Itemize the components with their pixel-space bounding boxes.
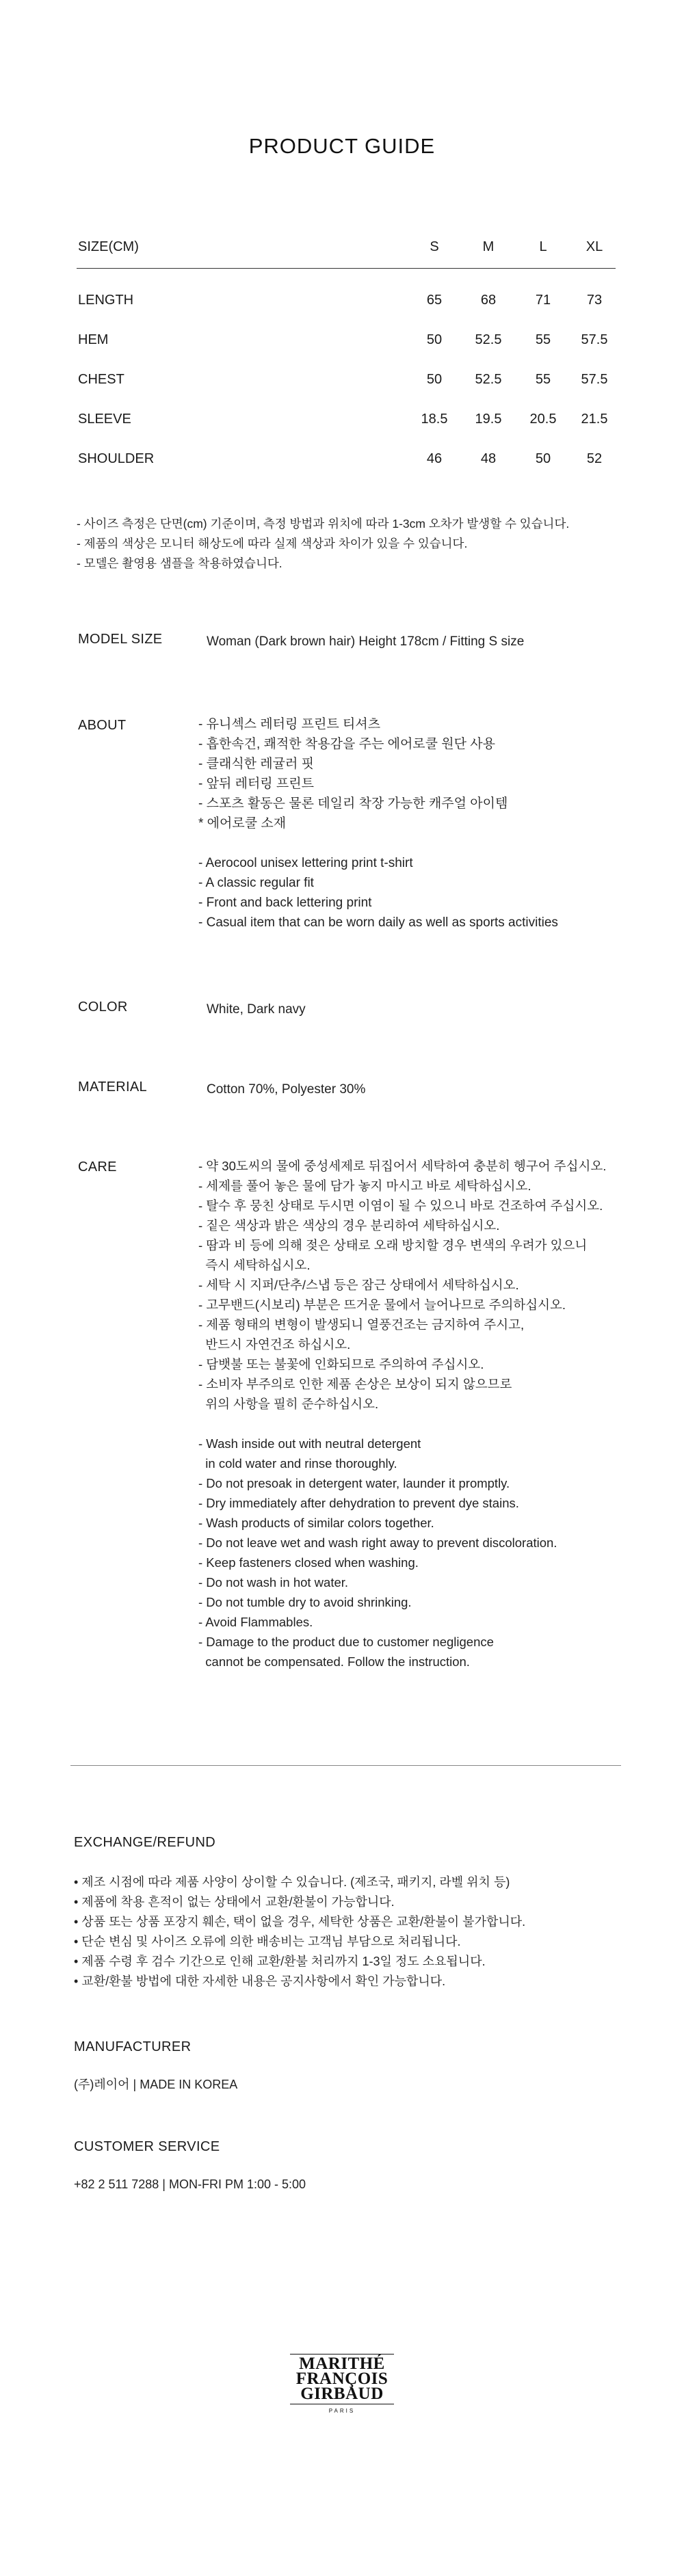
about-line: - Casual item that can be worn daily as well as sports activities — [198, 915, 558, 930]
row-value-s: 65 — [426, 293, 443, 308]
row-value-s: 50 — [426, 372, 443, 387]
material-value: Cotton 70%, Polyester 30% — [207, 1082, 366, 1097]
care-line: - Do not presoak in detergent water, launder it promptly. — [198, 1476, 510, 1490]
about-line: - A classic regular fit — [198, 876, 314, 890]
row-value-l: 55 — [535, 332, 551, 347]
care-line: - Wash products of similar colors together. — [198, 1516, 434, 1530]
care-line: - Keep fasteners closed when washing. — [198, 1555, 419, 1570]
care-line: 반드시 자연건조 하십시오. — [198, 1337, 351, 1352]
header-size-label: SIZE(CM) — [78, 239, 139, 254]
care-line: - Do not wash in hot water. — [198, 1575, 349, 1589]
row-value-xl: 57.5 — [581, 372, 608, 387]
row-value-xl: 73 — [586, 293, 603, 308]
note-line: - 모델은 촬영용 샘플을 착용하였습니다. — [77, 556, 282, 570]
care-line: - 약 30도씨의 물에 중성세제로 뒤집어서 세탁하여 충분히 헹구어 주십시오. — [198, 1159, 607, 1173]
care-line: 즉시 세탁하십시오. — [198, 1258, 311, 1272]
row-value-m: 52.5 — [475, 332, 502, 347]
exchange-line: • 교환/환불 방법에 대한 자세한 내용은 공지사항에서 확인 가능합니다. — [74, 1974, 446, 1988]
about-line: - Aerocool unisex lettering print t-shirt — [198, 856, 413, 870]
exchange-line: • 상품 또는 상품 포장지 훼손, 택이 없을 경우, 세탁한 상품은 교환/환불이 불가합니다. — [74, 1915, 526, 1929]
care-line: - Dry immediately after dehydration to prevent dye stains. — [198, 1496, 519, 1510]
exchange-text — [74, 1873, 525, 1991]
material-label: MATERIAL — [78, 1079, 147, 1095]
manufacturer-heading: MANUFACTURER — [74, 2039, 192, 2054]
row-value-m: 48 — [480, 451, 497, 466]
about-line: - 클래식한 레귤러 핏 — [198, 757, 314, 771]
care-line: - 소비자 부주의로 인한 제품 손상은 보상이 되지 않으므로 — [198, 1377, 512, 1391]
about-line: - 흡한속건, 쾌적한 착용감을 주는 에어로쿨 원단 사용 — [198, 737, 495, 751]
row-value-xl: 57.5 — [581, 332, 608, 347]
row-value-l: 20.5 — [529, 412, 557, 427]
row-value-s: 50 — [426, 332, 443, 347]
row-value-s: 46 — [426, 451, 443, 466]
row-value-l: 71 — [535, 293, 551, 308]
care-line: - 세탁 시 지퍼/단추/스냅 등은 잠근 상태에서 세탁하십시오. — [198, 1278, 519, 1292]
row-label: LENGTH — [78, 293, 134, 308]
row-value-xl: 21.5 — [581, 412, 608, 427]
logo-line: MARITHÉ — [299, 2354, 385, 2373]
care-line: - 담뱃불 또는 불꽃에 인화되므로 주의하여 주십시오. — [198, 1357, 484, 1371]
exchange-heading: EXCHANGE/REFUND — [74, 1835, 216, 1850]
care-line: - Damage to the product due to customer negligence — [198, 1635, 494, 1649]
row-label: HEM — [78, 332, 109, 347]
customer-service-value: +82 2 511 7288 | MON-FRI PM 1:00 - 5:00 — [74, 2177, 306, 2191]
page-title: PRODUCT GUIDE — [248, 134, 436, 158]
color-label: COLOR — [78, 999, 128, 1015]
care-label: CARE — [78, 1159, 117, 1175]
about-line: * 에어로쿨 소재 — [198, 816, 287, 831]
size-table-header — [77, 238, 616, 269]
care-line: cannot be compensated. Follow the instruction. — [198, 1654, 470, 1669]
brand-logo — [290, 2352, 394, 2414]
logo-line: GIRBAUD — [300, 2385, 384, 2403]
row-value-xl: 52 — [586, 451, 603, 466]
note-line: - 사이즈 측정은 단면(cm) 기준이며, 측정 방법과 위치에 따라 1-3cm 오차가 발생할 수 있습니다. — [77, 517, 570, 531]
care-line: - 세제를 풀어 놓은 물에 담가 놓지 마시고 바로 세탁하십시오. — [198, 1179, 531, 1193]
size-table — [77, 238, 616, 269]
row-value-l: 55 — [535, 372, 551, 387]
exchange-line: • 제조 시점에 따라 제품 사양이 상이할 수 있습니다. (제조국, 패키지, 라벨 위치 등) — [74, 1875, 510, 1889]
care-line: - Avoid Flammables. — [198, 1615, 313, 1629]
care-line: - 탈수 후 뭉친 상태로 두시면 이염이 될 수 있으니 바로 건조하여 주십시오. — [198, 1198, 603, 1213]
care-line: in cold water and rinse thoroughly. — [198, 1456, 397, 1471]
care-line: - Do not tumble dry to avoid shrinking. — [198, 1595, 412, 1609]
row-value-l: 50 — [535, 451, 551, 466]
customer-service-heading: CUSTOMER SERVICE — [74, 2139, 220, 2154]
manufacturer-value: (주)레이어 | MADE IN KOREA — [74, 2078, 238, 2091]
row-label: SHOULDER — [78, 451, 155, 466]
row-value-s: 18.5 — [421, 412, 448, 427]
header-size-xl: XL — [586, 239, 603, 254]
model-size-value: Woman (Dark brown hair) Height 178cm / Fitting S size — [207, 634, 525, 649]
care-line: - 땀과 비 등에 의해 젖은 상태로 오래 방치할 경우 변색의 우려가 있으니 — [198, 1238, 588, 1252]
about-text — [198, 714, 558, 933]
row-value-m: 52.5 — [475, 372, 502, 387]
size-notes — [77, 514, 569, 574]
care-line: - 제품 형태의 변형이 발생되니 열풍건조는 금지하여 주시고, — [198, 1317, 525, 1332]
care-text — [198, 1156, 606, 1672]
row-value-m: 19.5 — [475, 412, 502, 427]
exchange-line: • 단순 변심 및 사이즈 오류에 의한 배송비는 고객님 부담으로 처리됩니다. — [74, 1935, 461, 1948]
care-line: - Do not leave wet and wash right away to prevent discoloration. — [198, 1535, 557, 1550]
color-value: White, Dark navy — [207, 1002, 306, 1017]
care-line: - 고무밴드(시보리) 부분은 뜨거운 물에서 늘어나므로 주의하십시오. — [198, 1298, 566, 1312]
care-line: - Wash inside out with neutral detergent — [198, 1436, 421, 1451]
about-line: - 유니섹스 레터링 프린트 티셔츠 — [198, 717, 381, 732]
about-line: - 앞뒤 레터링 프린트 — [198, 777, 314, 791]
exchange-line: • 제품에 착용 흔적이 없는 상태에서 교환/환불이 가능합니다. — [74, 1895, 395, 1909]
about-line: - 스포츠 활동은 물론 데일리 착장 가능한 캐주얼 아이템 — [198, 796, 508, 811]
about-label: ABOUT — [78, 718, 127, 733]
care-line: 위의 사항을 필히 준수하십시오. — [198, 1397, 379, 1411]
care-line: - 짙은 색상과 밝은 색상의 경우 분리하여 세탁하십시오. — [198, 1218, 500, 1233]
header-size-s: S — [430, 239, 439, 254]
about-line: - Front and back lettering print — [198, 896, 372, 910]
row-value-m: 68 — [480, 293, 497, 308]
logo-line: FRANÇOIS — [295, 2370, 389, 2388]
note-line: - 제품의 색상은 모니터 해상도에 따라 실제 색상과 차이가 있을 수 있습니다. — [77, 537, 468, 550]
model-size-label: MODEL SIZE — [78, 632, 163, 647]
row-label: CHEST — [78, 372, 124, 387]
header-size-m: M — [482, 239, 495, 254]
logo-sub: PARIS — [328, 2408, 356, 2414]
row-label: SLEEVE — [78, 412, 131, 427]
header-size-l: L — [539, 239, 547, 254]
exchange-line: • 제품 수령 후 검수 기간으로 인해 교환/환불 처리까지 1-3일 정도 소요됩니다. — [74, 1955, 486, 1968]
section-divider — [70, 1765, 621, 1766]
